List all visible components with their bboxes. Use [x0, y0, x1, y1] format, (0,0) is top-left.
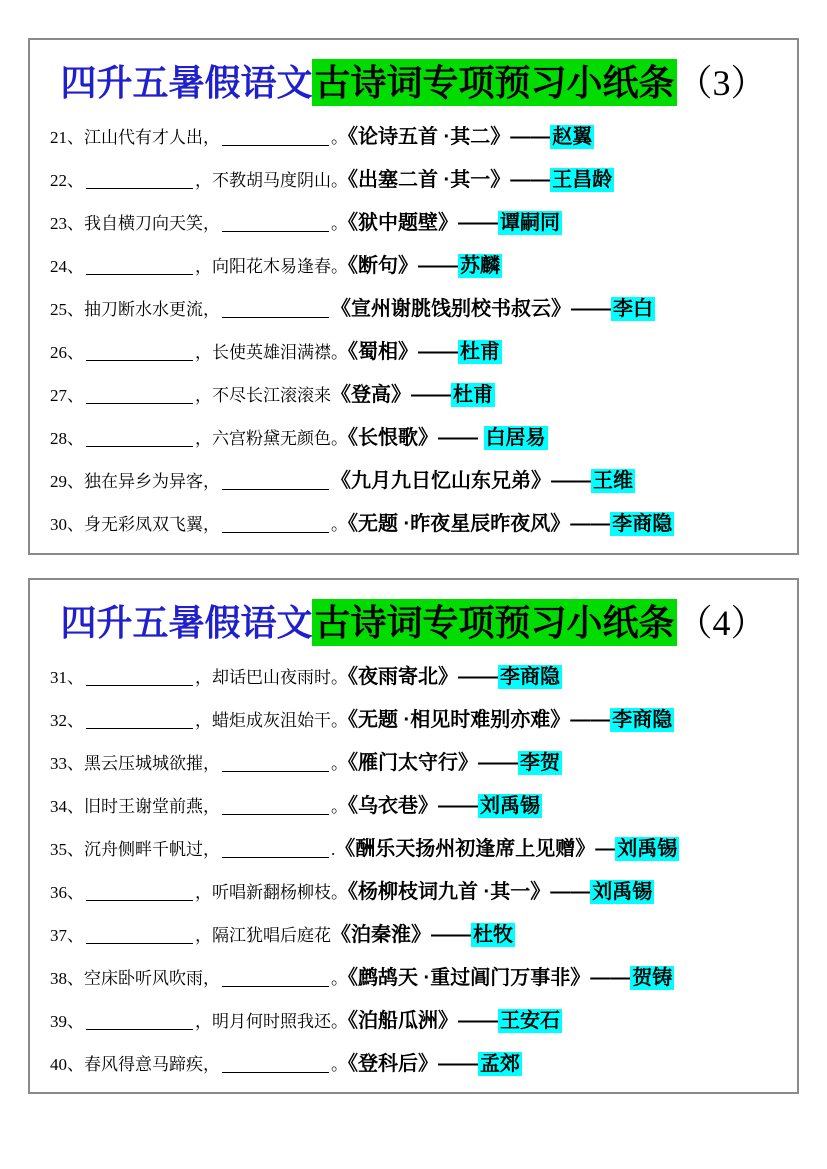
question-row	[50, 871, 797, 914]
question-row	[50, 828, 797, 871]
question-text-before: 抽刀断水水更流，	[84, 300, 220, 319]
question-text-before: 沉舟侧畔千帆过，	[84, 840, 220, 859]
dash: ——	[590, 967, 631, 989]
dash: ——	[570, 709, 611, 731]
question-text-after: ，隔江犹唱后庭花	[195, 926, 331, 945]
answer-blank	[86, 928, 193, 944]
question-number: 35、	[50, 840, 84, 859]
poem-source: 《乌衣巷》	[348, 795, 438, 817]
poem-source: 《出塞二首 ·其一》	[348, 169, 511, 191]
title-topic-highlight: 古诗词专项预习小纸条	[312, 599, 676, 646]
question-text-after: 。	[331, 969, 348, 988]
dash: ——	[418, 341, 458, 363]
section-title	[30, 600, 797, 646]
question-text-before: 身无彩凤双飞翼，	[84, 515, 220, 534]
title-course-label: 四升五暑假语文	[60, 62, 313, 103]
poem-source: 《长恨歌》	[348, 427, 438, 449]
answer-blank	[222, 474, 329, 490]
answer-blank	[222, 842, 329, 858]
question-text-after: 。	[331, 1055, 348, 1074]
question-number: 30、	[50, 515, 84, 534]
question-row	[50, 699, 797, 742]
question-row	[50, 331, 797, 374]
poem-source: 《鹧鸪天 ·重过阊门万事非》	[348, 967, 591, 989]
question-row	[50, 202, 797, 245]
question-number: 39、	[50, 1012, 84, 1031]
author-highlight: 王昌龄	[552, 169, 613, 191]
question-row	[50, 374, 797, 417]
poem-source: 《蜀相》	[348, 341, 418, 363]
question-number: 38、	[50, 969, 84, 988]
question-number: 40、	[50, 1055, 84, 1074]
author-highlight: 苏麟	[460, 255, 500, 277]
answer-blank	[86, 431, 193, 447]
question-number: 32、	[50, 711, 84, 730]
question-text-after: ，蜡炬成灰沮始干。	[195, 711, 348, 730]
answer-blank	[222, 1057, 329, 1073]
question-number: 28、	[50, 429, 84, 448]
author-highlight: 李贺	[520, 752, 560, 774]
question-number: 31、	[50, 668, 84, 687]
question-number: 37、	[50, 926, 84, 945]
question-text-after: 。	[331, 754, 348, 773]
question-row	[50, 116, 797, 159]
poem-source: 《泊秦淮》	[331, 924, 431, 946]
answer-blank	[86, 388, 193, 404]
author-highlight: 白居易	[485, 427, 546, 449]
question-number: 23、	[50, 214, 84, 233]
question-number: 25、	[50, 300, 84, 319]
author-highlight: 刘禹锡	[617, 838, 678, 860]
question-row	[50, 742, 797, 785]
question-text-after: ，向阳花木易逢春。	[195, 257, 348, 276]
question-row	[50, 159, 797, 202]
question-row	[50, 656, 797, 699]
question-number: 34、	[50, 797, 84, 816]
author-highlight: 杜牧	[473, 924, 513, 946]
worksheet-panel-3	[28, 38, 799, 555]
question-text-before: 空床卧听风吹雨，	[84, 969, 220, 988]
author-highlight: 李白	[613, 298, 653, 320]
question-row	[50, 957, 797, 1000]
answer-blank	[222, 971, 329, 987]
dash: ——	[550, 881, 591, 903]
author-highlight: 贺铸	[632, 967, 673, 989]
author-highlight: 李商隐	[612, 709, 673, 731]
author-highlight: 李商隐	[612, 513, 673, 535]
dash: ——	[438, 427, 484, 449]
question-text-before: 黑云压城城欲摧，	[84, 754, 220, 773]
question-list	[30, 116, 797, 546]
question-number: 21、	[50, 128, 84, 147]
question-text-after: ，明月何时照我还。	[195, 1012, 348, 1031]
author-highlight: 刘禹锡	[592, 881, 653, 903]
answer-blank	[86, 713, 193, 729]
poem-source: 《九月九日忆山东兄弟》	[331, 470, 551, 492]
dash: ——	[431, 924, 471, 946]
question-row	[50, 1043, 797, 1086]
question-text-after: 。	[331, 515, 348, 534]
dash: ——	[551, 470, 591, 492]
poem-source: 《狱中题壁》	[348, 212, 458, 234]
answer-blank	[222, 756, 329, 772]
dash: ——	[458, 212, 498, 234]
dash: ——	[478, 752, 518, 774]
question-text-after: .	[331, 840, 336, 859]
poem-source: 《论诗五首 ·其二》	[348, 126, 511, 148]
question-row	[50, 245, 797, 288]
dash: ——	[418, 255, 458, 277]
question-text-after: 。	[331, 128, 348, 147]
question-number: 24、	[50, 257, 84, 276]
question-row	[50, 417, 797, 460]
answer-blank	[86, 885, 193, 901]
author-highlight: 王维	[593, 470, 633, 492]
section-title	[30, 60, 797, 106]
question-row	[50, 288, 797, 331]
dash: ——	[458, 666, 498, 688]
question-row	[50, 914, 797, 957]
author-highlight: 杜甫	[453, 384, 493, 406]
answer-blank	[86, 670, 193, 686]
answer-blank	[222, 130, 329, 146]
poem-source: 《无题 ·昨夜星辰昨夜风》	[348, 513, 571, 535]
question-text-before: 春风得意马蹄疾，	[84, 1055, 220, 1074]
question-text-after: 。	[331, 214, 348, 233]
dash: ——	[438, 1053, 478, 1075]
answer-blank	[86, 173, 193, 189]
dash: ——	[458, 1010, 498, 1032]
question-row	[50, 503, 797, 546]
question-text-after: ，六宫粉黛无颜色。	[195, 429, 348, 448]
title-topic-highlight: 古诗词专项预习小纸条	[312, 59, 676, 106]
question-number: 36、	[50, 883, 84, 902]
dash: —	[595, 838, 616, 860]
author-highlight: 孟郊	[480, 1053, 520, 1075]
dash: ——	[571, 298, 611, 320]
dash: ——	[570, 513, 611, 535]
poem-source: 《泊船瓜洲》	[348, 1010, 458, 1032]
question-text-after: ，却话巴山夜雨时。	[195, 668, 348, 687]
dash: ——	[510, 169, 551, 191]
answer-blank	[86, 345, 193, 361]
dash: ——	[510, 126, 551, 148]
question-number: 27、	[50, 386, 84, 405]
answer-blank	[86, 259, 193, 275]
poem-source: 《断句》	[348, 255, 418, 277]
title-sheet-number: （4）	[676, 603, 767, 643]
answer-blank	[86, 1014, 193, 1030]
poem-source: 《登高》	[331, 384, 411, 406]
answer-blank	[222, 216, 329, 232]
question-text-after: 。	[331, 797, 348, 816]
question-row	[50, 785, 797, 828]
question-number: 29、	[50, 472, 84, 491]
poem-source: 《雁门太守行》	[348, 752, 478, 774]
author-highlight: 谭嗣同	[500, 212, 560, 234]
poem-source: 《宣州谢朓饯别校书叔云》	[331, 298, 571, 320]
question-text-after: ，长使英雄泪满襟。	[195, 343, 348, 362]
question-text-before: 旧时王谢堂前燕，	[84, 797, 220, 816]
author-highlight: 赵翼	[552, 126, 593, 148]
answer-blank	[222, 302, 329, 318]
question-text-after: ，不尽长江滚滚来	[195, 386, 331, 405]
question-text-before: 江山代有才人出，	[84, 128, 220, 147]
dash: ——	[438, 795, 478, 817]
question-text-after: ，不教胡马度阴山。	[195, 171, 348, 190]
author-highlight: 王安石	[500, 1010, 560, 1032]
question-list	[30, 656, 797, 1086]
worksheet-panel-4	[28, 578, 799, 1094]
author-highlight: 李商隐	[500, 666, 560, 688]
poem-source: 《杨柳枝词九首 ·其一》	[348, 881, 551, 903]
title-sheet-number: （3）	[676, 63, 767, 103]
question-number: 33、	[50, 754, 84, 773]
author-highlight: 杜甫	[460, 341, 500, 363]
dash: ——	[411, 384, 451, 406]
poem-source: 《酬乐天扬州初逢席上见赠》	[335, 838, 596, 860]
question-text-before: 我自横刀向天笑，	[84, 214, 220, 233]
question-number: 26、	[50, 343, 84, 362]
poem-source: 《登科后》	[348, 1053, 438, 1075]
answer-blank	[222, 799, 329, 815]
answer-blank	[222, 517, 329, 533]
poem-source: 《夜雨寄北》	[348, 666, 458, 688]
question-row	[50, 460, 797, 503]
poem-source: 《无题 ·相见时难别亦难》	[348, 709, 571, 731]
author-highlight: 刘禹锡	[480, 795, 540, 817]
question-text-after: ，听唱新翻杨柳枝。	[195, 883, 348, 902]
question-text-before: 独在异乡为异客，	[84, 472, 220, 491]
title-course-label: 四升五暑假语文	[60, 602, 313, 643]
question-row	[50, 1000, 797, 1043]
question-number: 22、	[50, 171, 84, 190]
